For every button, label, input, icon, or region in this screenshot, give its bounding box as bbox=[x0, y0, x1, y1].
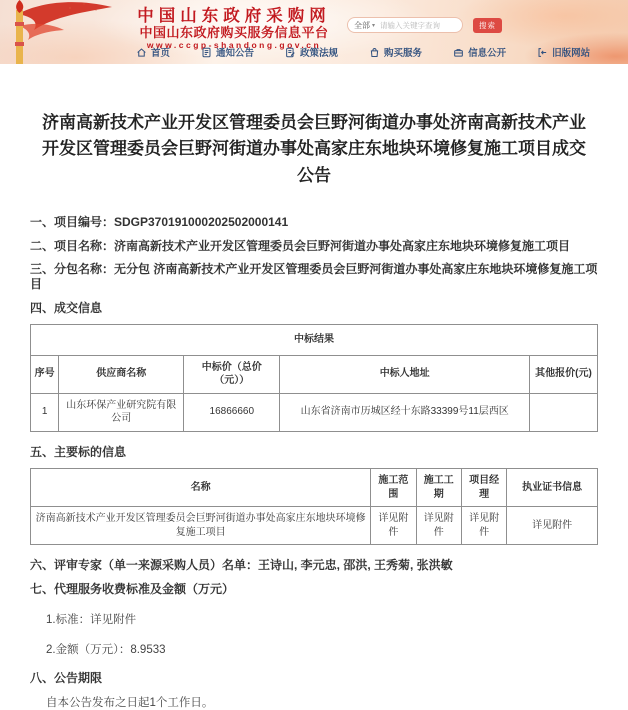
col-header-certificate: 执业证书信息 bbox=[507, 469, 598, 507]
nav-item-policies[interactable] bbox=[285, 45, 338, 59]
policy-doc-pen-icon bbox=[285, 47, 296, 58]
col-header-name: 名称 bbox=[31, 469, 371, 507]
section-deal-info-heading: 四、成交信息 bbox=[30, 300, 103, 315]
nav-item-old-site[interactable] bbox=[537, 45, 590, 59]
search-category-select[interactable] bbox=[354, 20, 375, 31]
col-header-index: 序号 bbox=[31, 355, 59, 393]
col-header-scope: 施工范围 bbox=[371, 469, 416, 507]
section-agency-fee-heading: 七、代理服务收费标准及金额（万元） bbox=[30, 581, 235, 596]
nav-item-home[interactable] bbox=[136, 45, 170, 59]
col-header-address: 中标人地址 bbox=[280, 355, 529, 393]
nav-label: 信息公开 bbox=[468, 48, 507, 59]
cell-name: 济南高新技术产业开发区管理委员会巨野河街道办事处高家庄东地块环境修复施工项目 bbox=[31, 507, 371, 545]
section-project-number: 一、项目编号：SDGP370191000202502000141 bbox=[30, 215, 289, 230]
col-header-duration: 施工工期 bbox=[416, 469, 461, 507]
bid-result-table bbox=[30, 324, 598, 432]
nav-label: 首页 bbox=[151, 48, 171, 59]
cell-manager: 详见附件 bbox=[461, 507, 506, 545]
col-header-other-quotes: 其他报价(元) bbox=[529, 355, 597, 393]
table-row bbox=[31, 507, 598, 545]
cell-duration: 详见附件 bbox=[416, 507, 461, 545]
chevron-down-icon: ▾ bbox=[372, 22, 376, 29]
section-experts: 六、评审专家（单一来源采购人员）名单：王诗山, 李元忠, 邵洪, 王秀菊, 张洪敏 bbox=[30, 558, 453, 573]
cell-scope: 详见附件 bbox=[371, 507, 416, 545]
bid-result-merged-header: 中标结果 bbox=[31, 325, 598, 356]
search-button[interactable]: 搜索 bbox=[473, 18, 502, 33]
table-header-row bbox=[31, 469, 598, 507]
site-banner bbox=[0, 0, 628, 64]
nav-label: 旧版网站 bbox=[552, 48, 591, 59]
agency-fee-amount: 2.金额（万元）：8.9533 bbox=[46, 643, 166, 656]
main-nav bbox=[136, 45, 590, 59]
notice-content bbox=[0, 64, 628, 710]
nav-item-purchase-services[interactable] bbox=[369, 45, 422, 59]
nav-label: 政策法规 bbox=[300, 48, 339, 59]
nav-item-info-disclosure[interactable] bbox=[453, 45, 506, 59]
agency-fee-standard: 1.标准：详见附件 bbox=[46, 613, 137, 626]
subject-info-table bbox=[30, 468, 598, 545]
cell-other-quotes bbox=[529, 393, 597, 431]
nav-item-notices[interactable] bbox=[201, 45, 254, 59]
table-row bbox=[31, 325, 598, 356]
table-header-row bbox=[31, 355, 598, 393]
search-field[interactable] bbox=[347, 17, 463, 33]
section-subject-heading: 五、主要标的信息 bbox=[30, 444, 127, 459]
red-flag-decoration bbox=[0, 0, 130, 64]
cell-supplier: 山东环保产业研究院有限公司 bbox=[59, 393, 184, 431]
section-period-heading: 八、公告期限 bbox=[30, 670, 103, 685]
col-header-price: 中标价（总价（元）） bbox=[184, 355, 280, 393]
nav-label: 购买服务 bbox=[384, 48, 423, 59]
search-input[interactable] bbox=[380, 21, 450, 30]
nav-label: 通知公告 bbox=[216, 48, 255, 59]
search-category-label: 全部 bbox=[354, 20, 370, 30]
site-subtitle: 中国山东政府购买服务信息平台 bbox=[139, 24, 329, 40]
table-row bbox=[31, 393, 598, 431]
announcement-doc-icon bbox=[201, 47, 212, 58]
period-text: 自本公告发布之日起1个工作日。 bbox=[46, 697, 214, 710]
cell-index: 1 bbox=[31, 393, 59, 431]
back-arrow-icon bbox=[537, 47, 548, 58]
col-header-manager: 项目经理 bbox=[461, 469, 506, 507]
cell-address: 山东省济南市历城区经十东路33399号11层西区 bbox=[280, 393, 529, 431]
section-project-name: 二、项目名称：济南高新技术产业开发区管理委员会巨野河街道办事处高家庄东地块环境修复施工项目 bbox=[30, 238, 571, 253]
col-header-supplier: 供应商名称 bbox=[59, 355, 184, 393]
site-title: 中国山东政府采购网 bbox=[137, 7, 331, 25]
home-icon bbox=[136, 47, 147, 58]
notice-title: 济南高新技术产业开发区管理委员会巨野河街道办事处济南高新技术产业开发区管理委员会巨野河街道办事处高家庄东地块环境修复施工项目成交公告 bbox=[42, 113, 586, 185]
cell-price: 16866660 bbox=[184, 393, 280, 431]
briefcase-icon bbox=[453, 47, 464, 58]
site-url: www.ccgp-shandong.gov.cn bbox=[146, 39, 322, 50]
search-bar bbox=[347, 17, 502, 33]
section-package-name: 三、分包名称：无分包 济南高新技术产业开发区管理委员会巨野河街道办事处高家庄东地块环境修复施工项目 bbox=[30, 262, 598, 292]
shopping-bag-icon bbox=[369, 47, 380, 58]
cell-certificate: 详见附件 bbox=[507, 507, 598, 545]
